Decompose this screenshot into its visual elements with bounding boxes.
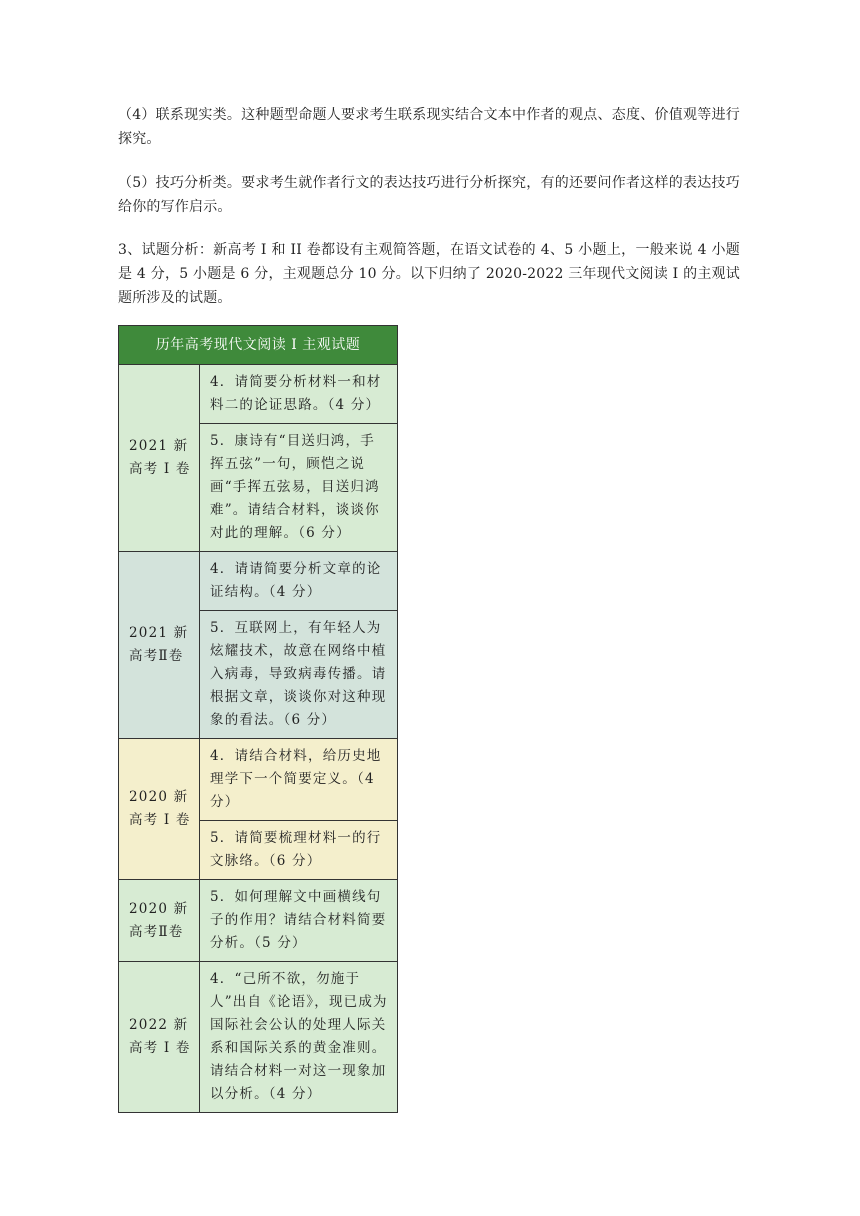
question-cell: 5．请简要梳理材料一的行文脉络。（6 分） (200, 821, 398, 880)
table-row (119, 962, 398, 1113)
year-cell: 2020 新高考 I 卷 (119, 739, 200, 880)
table-header-row (119, 326, 398, 365)
table-row (119, 880, 398, 962)
table-row (119, 739, 398, 821)
question-cell: 4．请请简要分析文章的论证结构。（4 分） (200, 552, 398, 611)
year-cell: 2022 新高考 I 卷 (119, 962, 200, 1113)
table-header: 历年高考现代文阅读 I 主观试题 (119, 326, 398, 365)
year-cell: 2021 新高考 I 卷 (119, 365, 200, 552)
question-cell: 4．“己所不欲，勿施于人”出自《论语》，现已成为国际社会公认的处理人际关系和国际关系的黄金准则。请结合材料一对这一现象加以分析。（4 分） (200, 962, 398, 1113)
year-cell: 2020 新高考Ⅱ卷 (119, 880, 200, 962)
exam-questions-table (118, 325, 398, 1113)
question-cell: 5．如何理解文中画横线句子的作用？请结合材料简要分析。（5 分） (200, 880, 398, 962)
paragraph-technique-analysis: （5）技巧分析类。要求考生就作者行文的表达技巧进行分析探究，有的还要问作者这样的表达技巧给你的写作启示。 (118, 175, 740, 215)
question-cell: 5．互联网上，有年轻人为炫耀技术，故意在网络中植入病毒，导致病毒传播。请根据文章，谈谈你对这种现象的看法。（6 分） (200, 611, 398, 739)
question-cell: 5．康诗有“目送归鸿，手挥五弦”一句，顾恺之说画“手挥五弦易，目送归鸿难”。请结合材料，谈谈你对此的理解。（6 分） (200, 424, 398, 552)
year-cell: 2021 新高考Ⅱ卷 (119, 552, 200, 739)
question-cell: 4．请结合材料，给历史地理学下一个简要定义。（4 分） (200, 739, 398, 821)
question-cell: 4．请简要分析材料一和材料二的论证思路。（4 分） (200, 365, 398, 424)
table-row (119, 552, 398, 611)
paragraph-question-analysis: 3、试题分析：新高考 I 和 II 卷都设有主观简答题，在语文试卷的 4、5 小题上，一般来说 4 小题是 4 分，5 小题是 6 分，主观题总分 10 分。以下归纳了 2020-2022 三年现代文阅读 I 的主观试题所涉及的试题。 (118, 242, 740, 306)
table-row (119, 365, 398, 424)
paragraph-contact-reality: （4）联系现实类。这种题型命题人要求考生联系现实结合文本中作者的观点、态度、价值观等进行探究。 (118, 107, 740, 147)
